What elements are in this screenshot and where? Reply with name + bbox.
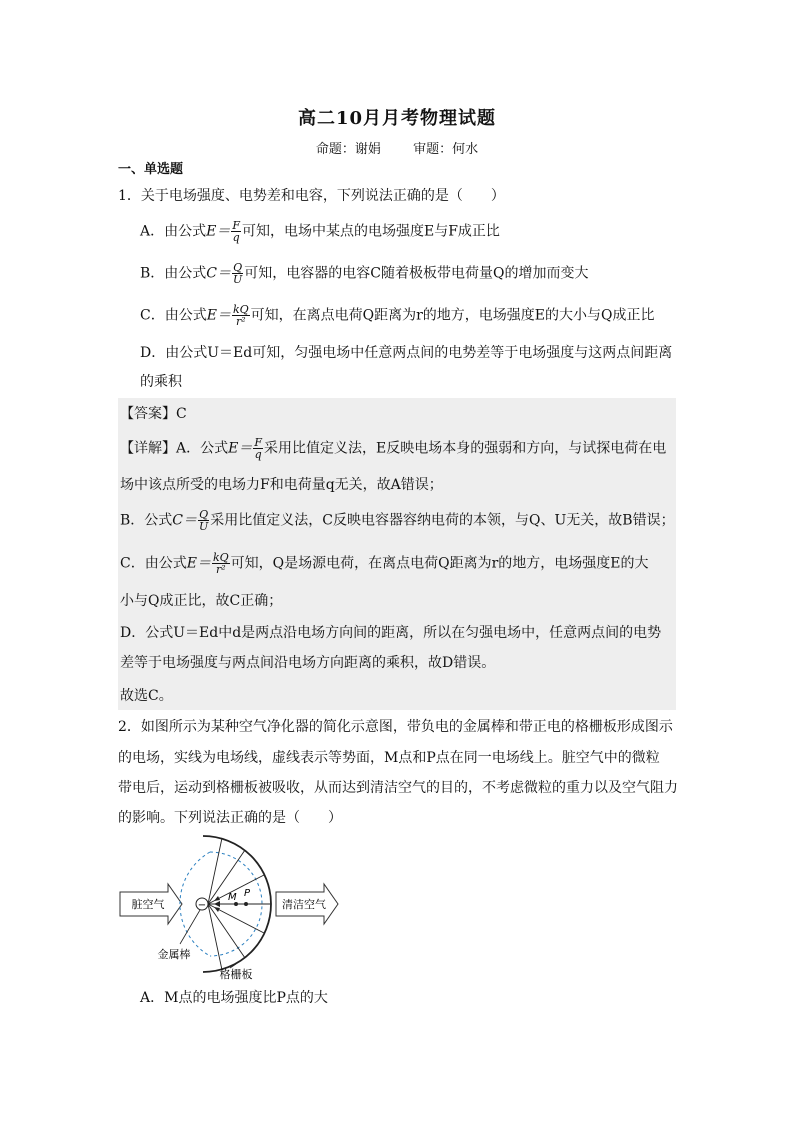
q1-conclusion: 故选C。 [120, 688, 173, 704]
q1-detail-b [120, 509, 675, 532]
detail-b-text: 采用比值定义法，C反映电容器容纳电荷的本领，与Q、U无关，故B错误； [210, 512, 675, 529]
denominator: r² [235, 315, 246, 328]
author-reviewer: 审题：何水 [413, 142, 479, 157]
q1-option-a-prefix: A．由公式 [140, 223, 207, 240]
formula-c-lhs: C＝ [172, 512, 198, 529]
fraction-kq-over-r2 [212, 552, 230, 575]
clean-air-label: 清洁空气 [282, 898, 326, 911]
fraction-f-over-q [231, 220, 241, 243]
detail-c-prefix: C．由公式 [120, 555, 187, 572]
formula-e-lhs: E＝ [228, 440, 253, 457]
dirty-air-label: 脏空气 [131, 898, 165, 911]
fraction-kq-over-r2 [232, 304, 250, 327]
q1-option-b [140, 262, 589, 285]
q2-stem-line3: 带电后，运动到格栅板被吸收，从而达到清洁空气的目的，不考虑微粒的重力以及空气阻力 [118, 780, 678, 796]
rod-label: 金属棒 [157, 948, 191, 961]
rod-charge-sign: − [197, 900, 207, 911]
denominator: q [232, 231, 240, 244]
rod-leader-line [180, 910, 200, 944]
q1-option-b-prefix: B．由公式 [140, 265, 207, 282]
fraction-q-over-u [232, 262, 243, 285]
detail-prefix: 【详解】A．公式 [120, 440, 229, 457]
q1-option-d-line1: D．由公式U＝Ed可知，匀强电场中任意两点间的电势差等于电场强度与这两点间距离 [140, 345, 673, 361]
formula-c-lhs: C＝ [206, 265, 232, 282]
q1-detail-d-line2: 差等于电场强度与两点间沿电场方向距离的乘积，故D错误。 [120, 655, 496, 671]
q2-stem-line1: 2．如图所示为某种空气净化器的简化示意图，带负电的金属棒和带正电的格栅板形成图示 [118, 719, 673, 735]
authors-line [0, 138, 794, 157]
formula-e-lhs: E＝ [186, 555, 211, 572]
q1-detail-c-line2: 小与Q成正比，故C正确； [120, 593, 283, 609]
grid-label: 格栅板 [219, 968, 253, 981]
q1-option-a [140, 220, 500, 243]
fraction-f-over-q [253, 437, 263, 460]
field-arrowheads [214, 896, 220, 912]
numerator: kQ [212, 551, 229, 564]
q1-option-d-line2: 的乘积 [140, 374, 182, 390]
denominator: r² [215, 563, 226, 576]
q1-stem: 1．关于电场强度、电势差和电容，下列说法正确的是（ ） [118, 188, 505, 204]
q1-option-c-prefix: C．由公式 [140, 307, 207, 324]
page-title: 高二10月月考物理试题 [297, 108, 497, 129]
point-p-label: P [244, 888, 251, 899]
numerator: Q [233, 261, 243, 274]
numerator: kQ [232, 303, 249, 316]
fraction-q-over-u [198, 509, 209, 532]
point-p [244, 902, 248, 906]
denominator: U [233, 273, 243, 286]
numerator: F [254, 436, 262, 449]
q1-detail-a-line2: 场中该点所受的电场力F和电荷量q无关，故A错误； [120, 477, 443, 493]
point-m-label: M [228, 892, 237, 903]
detail-a-text: 采用比值定义法，E反映电场本身的强弱和方向，与试探电荷在电 [264, 440, 667, 457]
denominator: q [254, 448, 262, 461]
numerator: F [232, 219, 240, 232]
q1-option-b-suffix: 可知，电容器的电容C随着极板带电荷量Q的增加而变大 [244, 265, 589, 282]
q1-option-a-suffix: 可知，电场中某点的电场强度E与F成正比 [242, 223, 500, 240]
formula-e-lhs: E＝ [206, 223, 231, 240]
numerator: Q [199, 508, 209, 521]
q1-detail-d-line1: D．公式U＝Ed中d是两点沿电场方向间的距离，所以在匀强电场中，任意两点间的电势 [120, 625, 662, 641]
q1-detail-a-line1 [120, 437, 666, 460]
q1-option-c [140, 304, 655, 327]
detail-c-text: 可知，Q是场源电荷，在离点电荷Q距离为r的地方，电场强度E的大 [230, 555, 649, 572]
q2-stem-line2: 的电场，实线为电场线，虚线表示等势面，M点和P点在同一电场线上。脏空气中的微粒 [118, 750, 660, 766]
q1-option-c-suffix: 可知，在离点电荷Q距离为r的地方，电场强度E的大小与Q成正比 [250, 307, 655, 324]
air-purifier-figure [118, 832, 348, 982]
q2-option-a: A．M点的电场强度比P点的大 [140, 990, 328, 1006]
denominator: U [199, 520, 209, 533]
q1-answer: 【答案】C [120, 406, 187, 422]
author-setter: 命题：谢娟 [315, 142, 381, 157]
detail-b-prefix: B．公式 [120, 512, 173, 529]
q1-detail-c-line1 [120, 552, 649, 575]
q2-stem-line4: 的影响。下列说法正确的是（ ） [118, 810, 342, 826]
section-heading: 一、单选题 [118, 162, 184, 177]
formula-e-lhs: E＝ [206, 307, 231, 324]
